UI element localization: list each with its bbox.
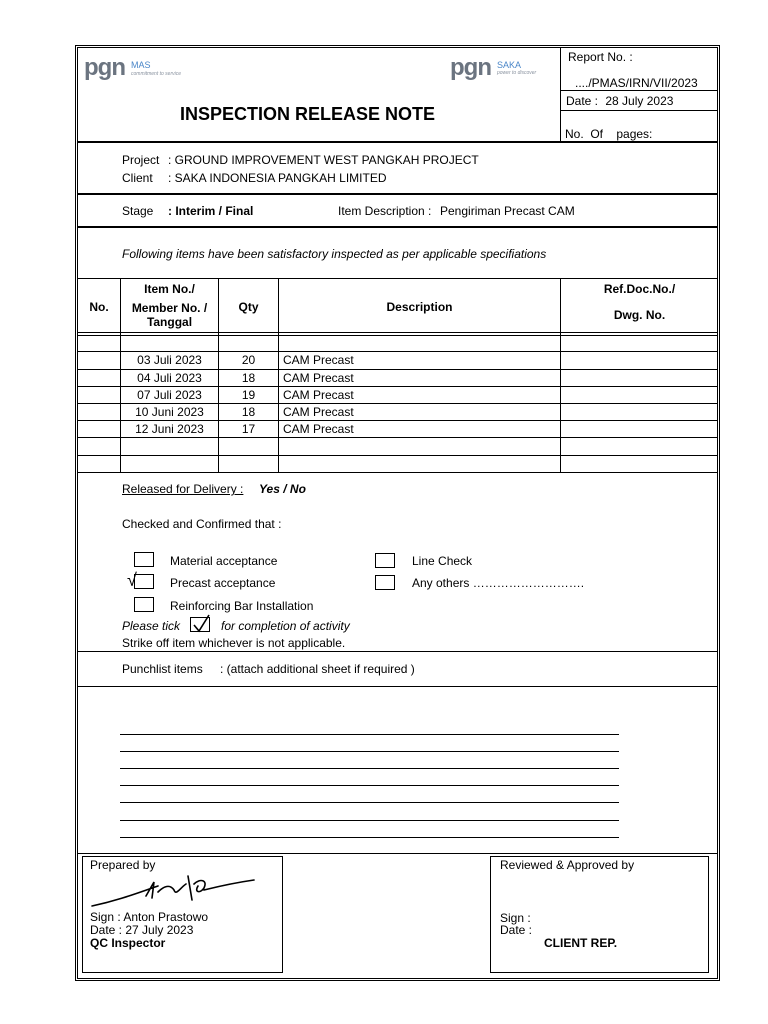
- line-check-checkbox[interactable]: [375, 553, 395, 568]
- row-qty: 20: [241, 353, 256, 367]
- pages-label: No. Of pages:: [565, 127, 653, 141]
- row-description: CAM Precast: [283, 371, 354, 385]
- tick-example-check-icon: [190, 612, 212, 634]
- table-rule: [77, 420, 718, 421]
- project-label: Project: [122, 153, 160, 167]
- header-qty: Qty: [238, 300, 259, 314]
- released-for-delivery-value: Yes / No: [259, 482, 306, 496]
- table-rule: [77, 472, 718, 473]
- any-others-checkbox[interactable]: [375, 575, 395, 590]
- reviewed-date: Date :: [500, 923, 533, 937]
- punchlist-line: [120, 734, 619, 735]
- row-item: 07 Juli 2023: [137, 388, 202, 402]
- date-label: [566, 94, 673, 108]
- table-rule: [77, 278, 718, 279]
- checked-confirmed-label: Checked and Confirmed that :: [122, 517, 282, 531]
- stage-label: Stage: [122, 204, 154, 218]
- pgn-saka-logo-tagline: power to discover: [497, 70, 537, 76]
- header-item-line2: Member No. /: [131, 301, 208, 315]
- item-description-value: Pengiriman Precast CAM: [440, 204, 575, 218]
- document-title: INSPECTION RELEASE NOTE: [180, 104, 436, 124]
- pgn-mas-logo-mark: pgn: [84, 54, 125, 81]
- header-item-line3: Tanggal: [146, 315, 193, 329]
- table-rule: [77, 437, 718, 438]
- released-for-delivery-label: Released for Delivery :: [122, 482, 244, 496]
- header-divider: [560, 47, 561, 142]
- precast-acceptance-checkbox[interactable]: [134, 574, 154, 589]
- signature-image: [90, 870, 260, 910]
- punchlist-label: Punchlist items: [122, 662, 203, 676]
- precast-acceptance-label: Precast acceptance: [170, 576, 276, 590]
- row-item: 10 Juni 2023: [135, 405, 204, 419]
- inspection-statement: Following items have been satisfactory inspected as per applicable specifiations: [122, 247, 547, 261]
- precast-acceptance-tick-icon: √: [127, 570, 137, 590]
- reinforcing-bar-checkbox[interactable]: [134, 597, 154, 612]
- reviewed-sign: Sign :: [500, 911, 531, 925]
- material-acceptance-checkbox[interactable]: [134, 552, 154, 567]
- header-ref-line2: Dwg. No.: [613, 308, 666, 322]
- header-rule-2: [560, 110, 718, 111]
- header-item-line1: Item No./: [144, 282, 195, 296]
- project-value: : GROUND IMPROVEMENT WEST PANGKAH PROJECT: [168, 153, 479, 167]
- separator-punchlist: [77, 686, 718, 687]
- table-rule: [77, 369, 718, 370]
- prepared-by-title: Prepared by: [90, 858, 156, 872]
- row-item: 04 Juli 2023: [137, 371, 202, 385]
- inner-frame: [77, 47, 718, 979]
- header-no: No.: [89, 300, 109, 314]
- table-rule: [77, 335, 718, 336]
- row-description: CAM Precast: [283, 405, 354, 419]
- punchlist-line: [120, 820, 619, 821]
- table-rule: [77, 455, 718, 456]
- prepared-date: Date : 27 July 2023: [90, 923, 194, 937]
- punchlist-line: [120, 837, 619, 838]
- date-value: 28 July 2023: [605, 94, 674, 108]
- table-rule: [77, 403, 718, 404]
- row-qty: 18: [241, 371, 256, 385]
- separator-signatures: [77, 853, 718, 854]
- row-description: CAM Precast: [283, 353, 354, 367]
- header-ref-line1: Ref.Doc.No./: [603, 282, 676, 296]
- prepared-role: QC Inspector: [90, 936, 166, 950]
- report-no-label: Report No. :: [568, 50, 633, 64]
- punchlist-line: [120, 802, 619, 803]
- punchlist-note: : (attach additional sheet if required ): [220, 662, 415, 676]
- client-label: Client: [122, 171, 153, 185]
- line-check-label: Line Check: [412, 554, 473, 568]
- completion-label: for completion of activity: [221, 619, 350, 633]
- row-item: 12 Juni 2023: [135, 422, 204, 436]
- table-rule: [77, 332, 718, 333]
- material-acceptance-label: Material acceptance: [170, 554, 278, 568]
- row-qty: 19: [241, 388, 256, 402]
- row-qty: 17: [241, 422, 256, 436]
- client-value: : SAKA INDONESIA PANGKAH LIMITED: [168, 171, 387, 185]
- please-tick-label: Please tick: [122, 619, 181, 633]
- reviewed-by-title: Reviewed & Approved by: [500, 858, 635, 872]
- prepared-sign: Sign : Anton Prastowo: [90, 910, 209, 924]
- strike-off-note: Strike off item whichever is not applicable.: [122, 636, 346, 650]
- punchlist-line: [120, 785, 619, 786]
- row-description: CAM Precast: [283, 388, 354, 402]
- date-label-text: Date :: [566, 94, 599, 108]
- separator-stage: [77, 226, 718, 228]
- reinforcing-bar-label: Reinforcing Bar Installation: [170, 599, 314, 613]
- pgn-mas-logo-tagline: commitment to service: [131, 71, 182, 77]
- separator-release: [77, 651, 718, 652]
- separator-header: [77, 141, 718, 143]
- stage-value: : Interim / Final: [168, 204, 254, 218]
- any-others-label: Any others ……………………….: [412, 576, 585, 590]
- pgn-saka-logo-mark: pgn: [450, 54, 491, 81]
- item-description-label: Item Description :: [338, 204, 432, 218]
- reviewed-role: CLIENT REP.: [544, 936, 618, 950]
- header-description: Description: [386, 300, 453, 314]
- row-description: CAM Precast: [283, 422, 354, 436]
- pgn-mas-logo: [84, 56, 125, 80]
- punchlist-line: [120, 751, 619, 752]
- table-rule: [77, 386, 718, 387]
- pgn-saka-logo: [450, 56, 491, 80]
- row-qty: 18: [241, 405, 256, 419]
- report-no-value: ..../PMAS/IRN/VII/2023: [575, 76, 698, 90]
- row-item: 03 Juli 2023: [137, 353, 202, 367]
- punchlist-line: [120, 768, 619, 769]
- header-rule-1: [560, 90, 718, 91]
- table-rule: [77, 351, 718, 352]
- separator-project: [77, 193, 718, 195]
- pgn-saka-logo-name: SAKA: [497, 60, 522, 70]
- pgn-mas-logo-name: MAS: [131, 60, 151, 70]
